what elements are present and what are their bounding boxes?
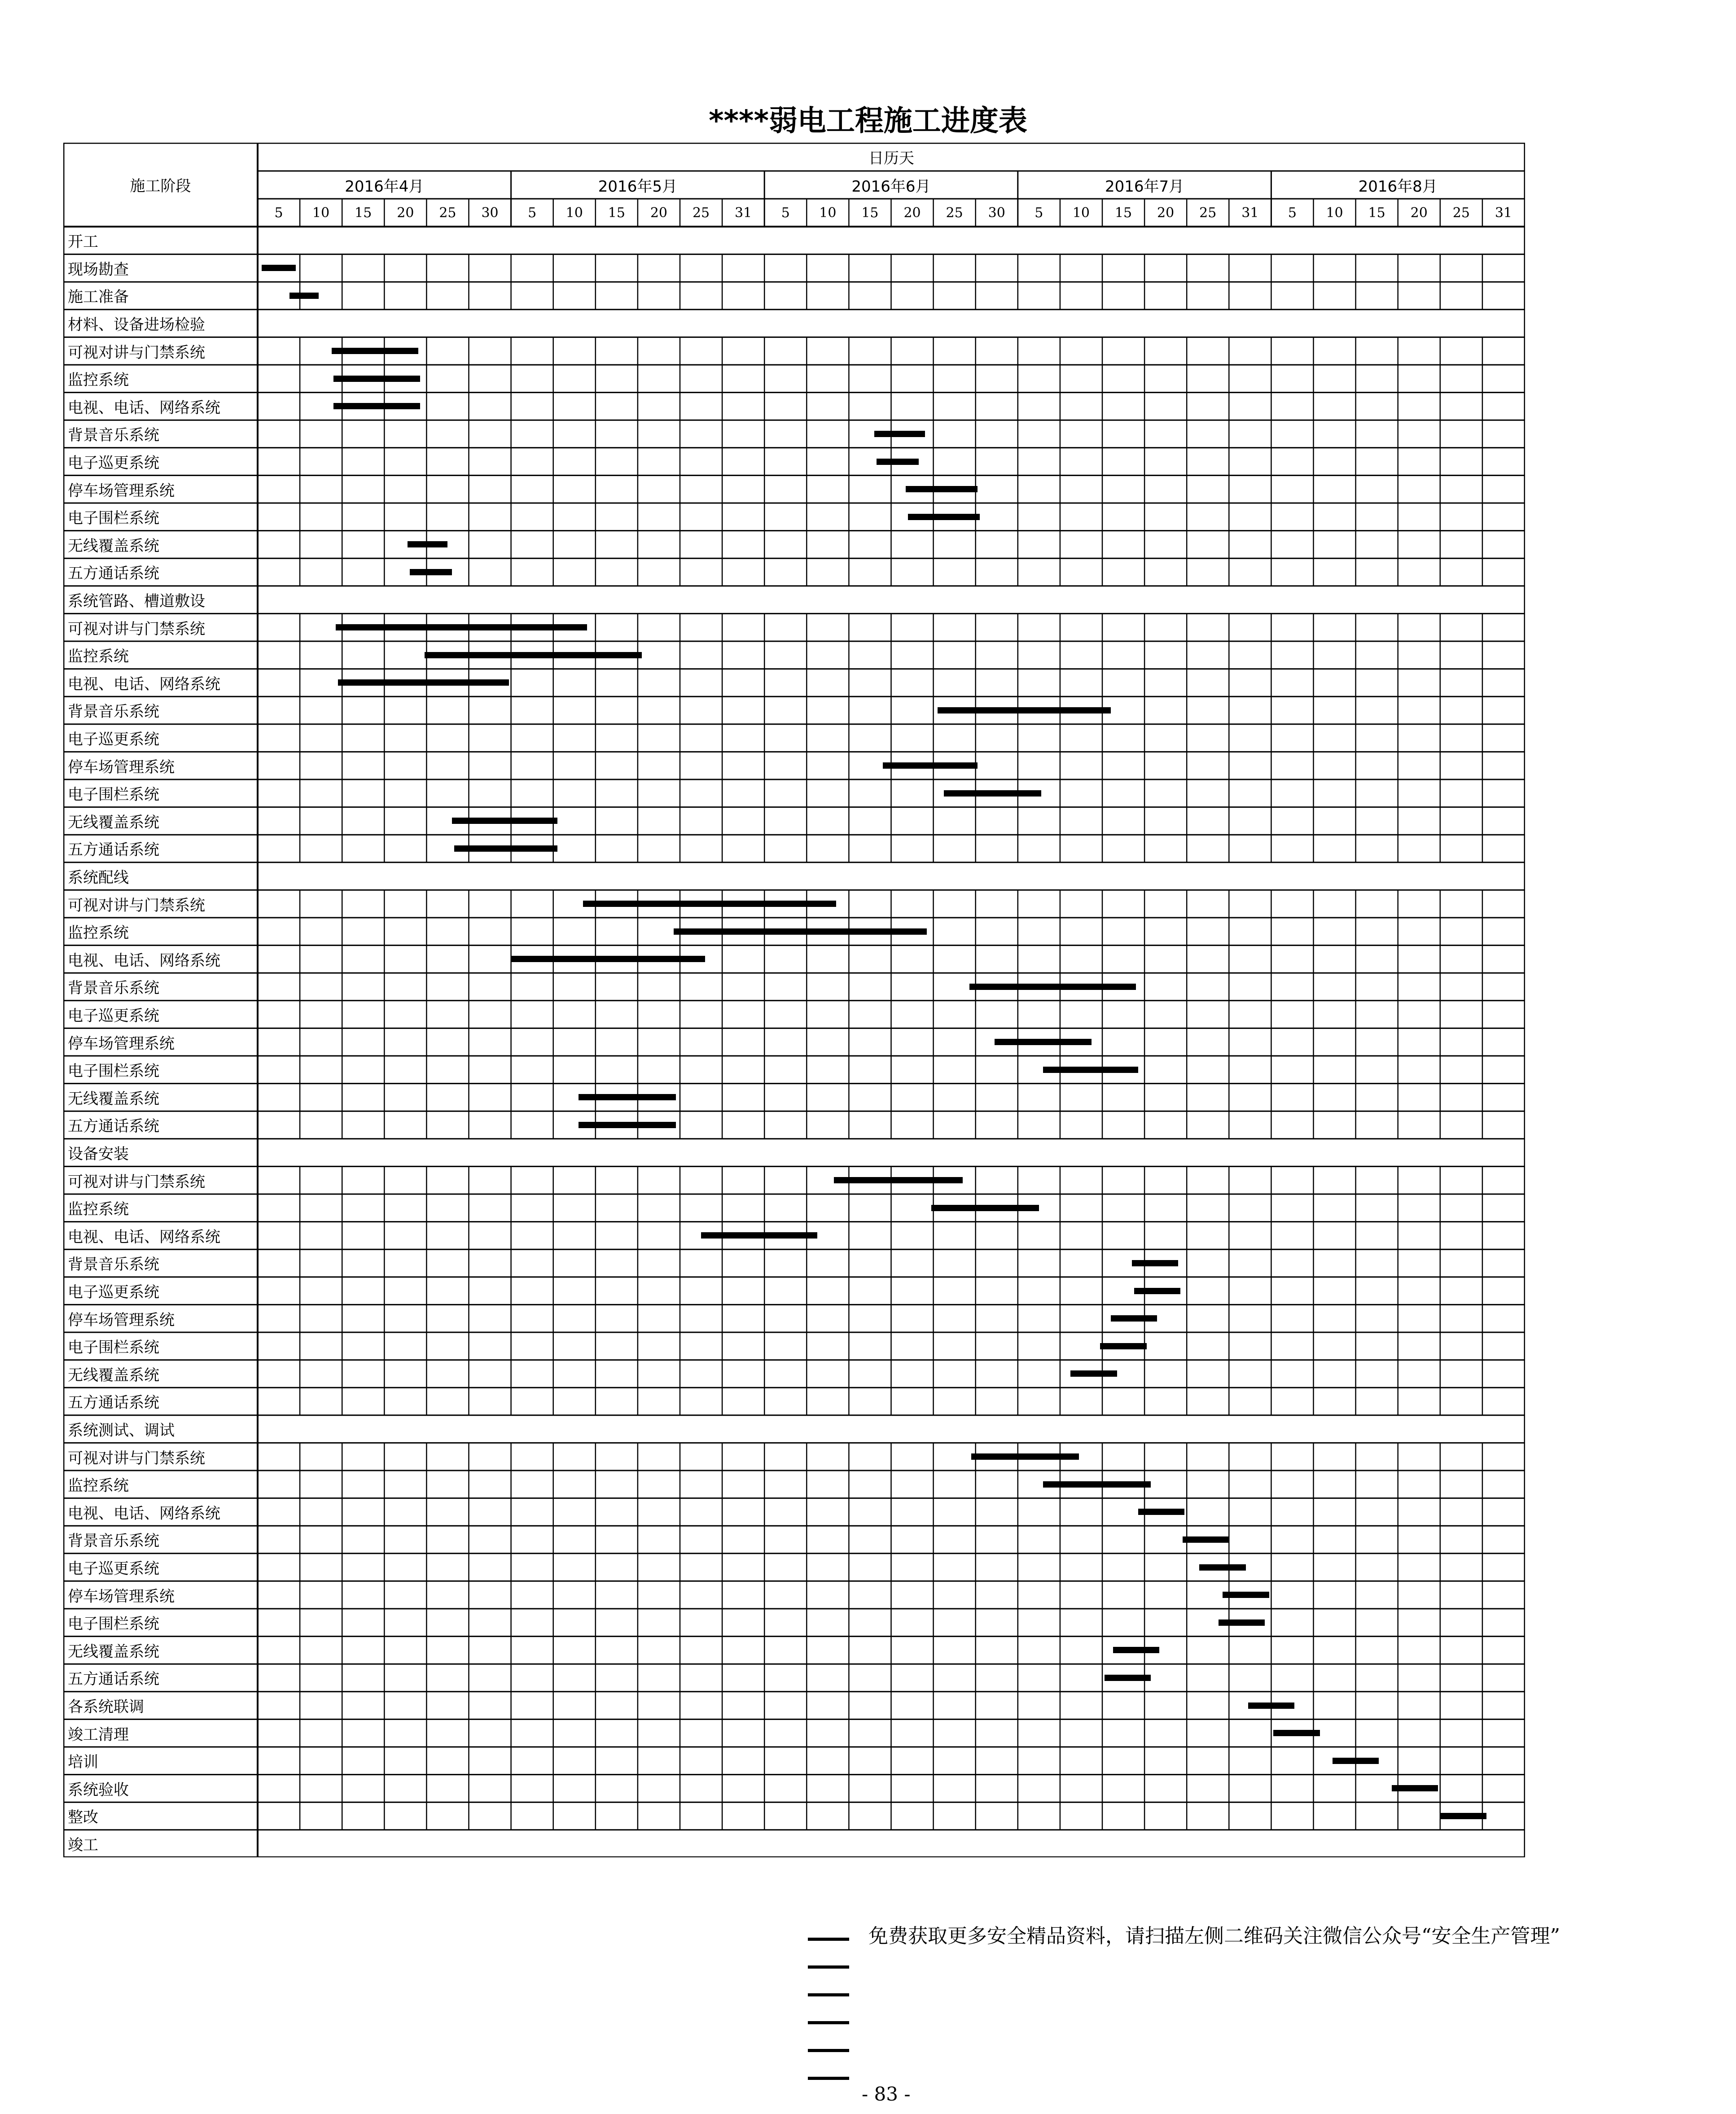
task-row-label: 监控系统: [68, 648, 129, 666]
task-row-label: 电视、电话、网络系统: [68, 951, 220, 970]
gantt-bar: [1070, 1370, 1117, 1377]
day-header: 20: [397, 205, 414, 221]
day-header: 15: [1114, 205, 1132, 221]
task-row-label: 无线覆盖系统: [68, 1090, 159, 1108]
gantt-bar: [1111, 1315, 1157, 1322]
day-header: 20: [1157, 205, 1175, 221]
gantt-bar: [938, 707, 1111, 713]
gantt-bar: [701, 1232, 817, 1239]
day-header: 5: [781, 205, 790, 221]
task-row-label: 监控系统: [68, 924, 129, 942]
gantt-bar: [1043, 1481, 1151, 1488]
day-header: 10: [1326, 205, 1343, 221]
day-header: 5: [1035, 205, 1043, 221]
day-header: 30: [988, 205, 1005, 221]
qr-mark: [808, 1965, 849, 1969]
task-row-label: 现场勘查: [68, 260, 129, 279]
gantt-bar: [674, 928, 927, 935]
task-row-label: 监控系统: [68, 1477, 129, 1495]
gantt-bar: [262, 265, 295, 271]
task-row-label: 各系统联调: [68, 1698, 144, 1716]
task-row-label: 电子围栏系统: [68, 1615, 159, 1633]
day-header: 30: [481, 205, 499, 221]
month-header: 2016年8月: [1358, 177, 1438, 196]
month-header: 2016年7月: [1105, 177, 1184, 196]
gantt-bar: [995, 1039, 1092, 1045]
task-row-label: 无线覆盖系统: [68, 1642, 159, 1661]
task-row-label: 电视、电话、网络系统: [68, 1228, 220, 1246]
gantt-bar: [452, 818, 557, 824]
qr-mark: [808, 2021, 849, 2024]
day-header: 31: [735, 205, 752, 221]
calendar-header: 日历天: [868, 149, 914, 167]
task-row-label: 可视对讲与门禁系统: [68, 1173, 205, 1191]
section-row-label: 材料、设备进场检验: [68, 316, 205, 334]
page-number: - 83 -: [862, 2083, 911, 2105]
task-row-label: 电子巡更系统: [68, 731, 159, 749]
section-row-label: 开工: [68, 233, 98, 251]
task-row-label: 五方通话系统: [68, 565, 159, 583]
gantt-bar: [579, 1094, 675, 1100]
day-header: 25: [439, 205, 456, 221]
task-row-label: 可视对讲与门禁系统: [68, 1449, 205, 1467]
gantt-bar: [336, 624, 587, 630]
section-row-label: 系统测试、调试: [68, 1422, 175, 1440]
gantt-bar: [1105, 1675, 1151, 1681]
gantt-bar: [874, 431, 925, 437]
gantt-bar: [1100, 1343, 1147, 1349]
task-row-label: 停车场管理系统: [68, 1034, 175, 1053]
task-row-label: 电子巡更系统: [68, 1283, 159, 1302]
task-row-label: 背景音乐系统: [68, 979, 159, 998]
task-row-label: 电子巡更系统: [68, 1560, 159, 1578]
gantt-bar: [289, 293, 319, 299]
task-row-label: 背景音乐系统: [68, 1256, 159, 1274]
day-header: 10: [819, 205, 837, 221]
task-row-label: 电视、电话、网络系统: [68, 398, 220, 417]
schedule-table: [63, 143, 1525, 1856]
gantt-bar: [969, 984, 1136, 990]
gantt-bar: [1273, 1730, 1320, 1736]
section-row-label: 系统管路、槽道敷设: [68, 592, 205, 611]
day-header: 25: [692, 205, 710, 221]
task-row-label: 电子围栏系统: [68, 786, 159, 804]
task-row-label: 可视对讲与门禁系统: [68, 343, 205, 362]
gantt-bar: [410, 569, 452, 575]
task-row-label: 电子巡更系统: [68, 454, 159, 473]
day-header: 20: [650, 205, 668, 221]
task-row-label: 五方通话系统: [68, 1117, 159, 1136]
gantt-bar: [333, 403, 420, 409]
task-row-label: 监控系统: [68, 371, 129, 390]
day-header: 15: [355, 205, 372, 221]
task-row-label: 培训: [68, 1753, 98, 1772]
day-header: 15: [861, 205, 879, 221]
day-header: 10: [312, 205, 330, 221]
day-header: 20: [903, 205, 921, 221]
gantt-bar: [971, 1453, 1079, 1460]
task-row-label: 无线覆盖系统: [68, 813, 159, 832]
day-header: 20: [1410, 205, 1428, 221]
day-header: 10: [566, 205, 583, 221]
day-header: 25: [1199, 205, 1217, 221]
gantt-bar: [1199, 1564, 1246, 1571]
gantt-bar: [906, 486, 978, 492]
task-row-label: 整改: [68, 1808, 98, 1827]
day-header: 15: [1368, 205, 1385, 221]
stage-column-header: 施工阶段: [130, 177, 191, 195]
task-row-label: 系统验收: [68, 1781, 129, 1799]
task-row-label: 无线覆盖系统: [68, 537, 159, 555]
month-header: 2016年6月: [851, 177, 931, 196]
month-header: 2016年5月: [598, 177, 677, 196]
gantt-bar: [1183, 1536, 1229, 1543]
footer-note: 免费获取更多安全精品资料，请扫描左侧二维码关注微信公众号“安全生产管理”: [868, 1925, 1560, 1948]
qr-mark: [808, 1938, 849, 1941]
task-row-label: 背景音乐系统: [68, 703, 159, 721]
gantt-bar: [1138, 1509, 1185, 1515]
day-header: 5: [274, 205, 283, 221]
gantt-bar: [1392, 1785, 1438, 1791]
task-row-label: 停车场管理系统: [68, 758, 175, 776]
gantt-bar: [1333, 1758, 1379, 1764]
task-row-label: 五方通话系统: [68, 841, 159, 859]
task-row-label: 背景音乐系统: [68, 1532, 159, 1550]
section-row-label: 设备安装: [68, 1145, 129, 1164]
qr-mark: [808, 1993, 849, 1996]
day-header: 5: [1288, 205, 1297, 221]
task-row-label: 停车场管理系统: [68, 1311, 175, 1329]
task-row-label: 可视对讲与门禁系统: [68, 620, 205, 638]
task-row-label: 五方通话系统: [68, 1394, 159, 1412]
task-row-label: 电子巡更系统: [68, 1007, 159, 1025]
task-row-label: 无线覆盖系统: [68, 1366, 159, 1384]
task-row-label: 电子围栏系统: [68, 1062, 159, 1081]
grid-lines: [63, 143, 1525, 1857]
gantt-bar: [1219, 1619, 1265, 1626]
gantt-bar: [883, 762, 978, 769]
gantt-bar: [408, 541, 447, 547]
gantt-bar: [1113, 1647, 1160, 1653]
gantt-bar: [877, 459, 919, 465]
task-row-label: 施工准备: [68, 288, 129, 306]
task-row-label: 可视对讲与门禁系统: [68, 896, 205, 915]
gantt-bar: [1043, 1067, 1138, 1073]
task-row-label: 竣工清理: [68, 1725, 129, 1744]
section-row-label: 系统配线: [68, 869, 129, 887]
task-row-label: 电视、电话、网络系统: [68, 675, 220, 693]
gantt-bar: [583, 901, 837, 907]
gantt-bar: [1132, 1260, 1179, 1266]
month-header: 2016年4月: [345, 177, 424, 196]
gantt-bar: [944, 790, 1041, 797]
gantt-bar: [425, 652, 642, 658]
gantt-bar: [1223, 1592, 1269, 1598]
gantt-bar: [338, 679, 509, 686]
task-row-label: 电子围栏系统: [68, 1339, 159, 1357]
gantt-bar: [1134, 1288, 1181, 1294]
day-header: 31: [1241, 205, 1259, 221]
gantt-bar: [834, 1177, 963, 1183]
section-row-label: 竣工: [68, 1836, 98, 1855]
task-row-label: 停车场管理系统: [68, 1587, 175, 1606]
page-title: ****弱电工程施工进度表: [709, 105, 1027, 138]
task-row-label: 电子围栏系统: [68, 509, 159, 528]
day-header: 31: [1495, 205, 1512, 221]
task-row-label: 停车场管理系统: [68, 481, 175, 500]
day-header: 10: [1072, 205, 1090, 221]
qr-mark: [808, 2077, 849, 2080]
task-row-label: 电视、电话、网络系统: [68, 1504, 220, 1523]
gantt-bar: [332, 348, 418, 354]
day-header: 25: [1452, 205, 1470, 221]
gantt-bar: [511, 956, 706, 962]
day-header: 15: [608, 205, 625, 221]
gantt-bar: [908, 514, 980, 520]
task-row-label: 背景音乐系统: [68, 426, 159, 445]
gantt-bar: [1440, 1813, 1487, 1819]
gantt-bar: [454, 845, 558, 852]
task-row-label: 五方通话系统: [68, 1670, 159, 1689]
task-row-label: 监控系统: [68, 1200, 129, 1219]
qr-mark: [808, 2049, 849, 2052]
day-header: 25: [946, 205, 963, 221]
gantt-bar: [579, 1122, 675, 1128]
gantt-bar: [931, 1205, 1039, 1211]
gantt-bar: [1248, 1703, 1295, 1709]
day-header: 5: [528, 205, 537, 221]
gantt-bar: [333, 376, 420, 382]
